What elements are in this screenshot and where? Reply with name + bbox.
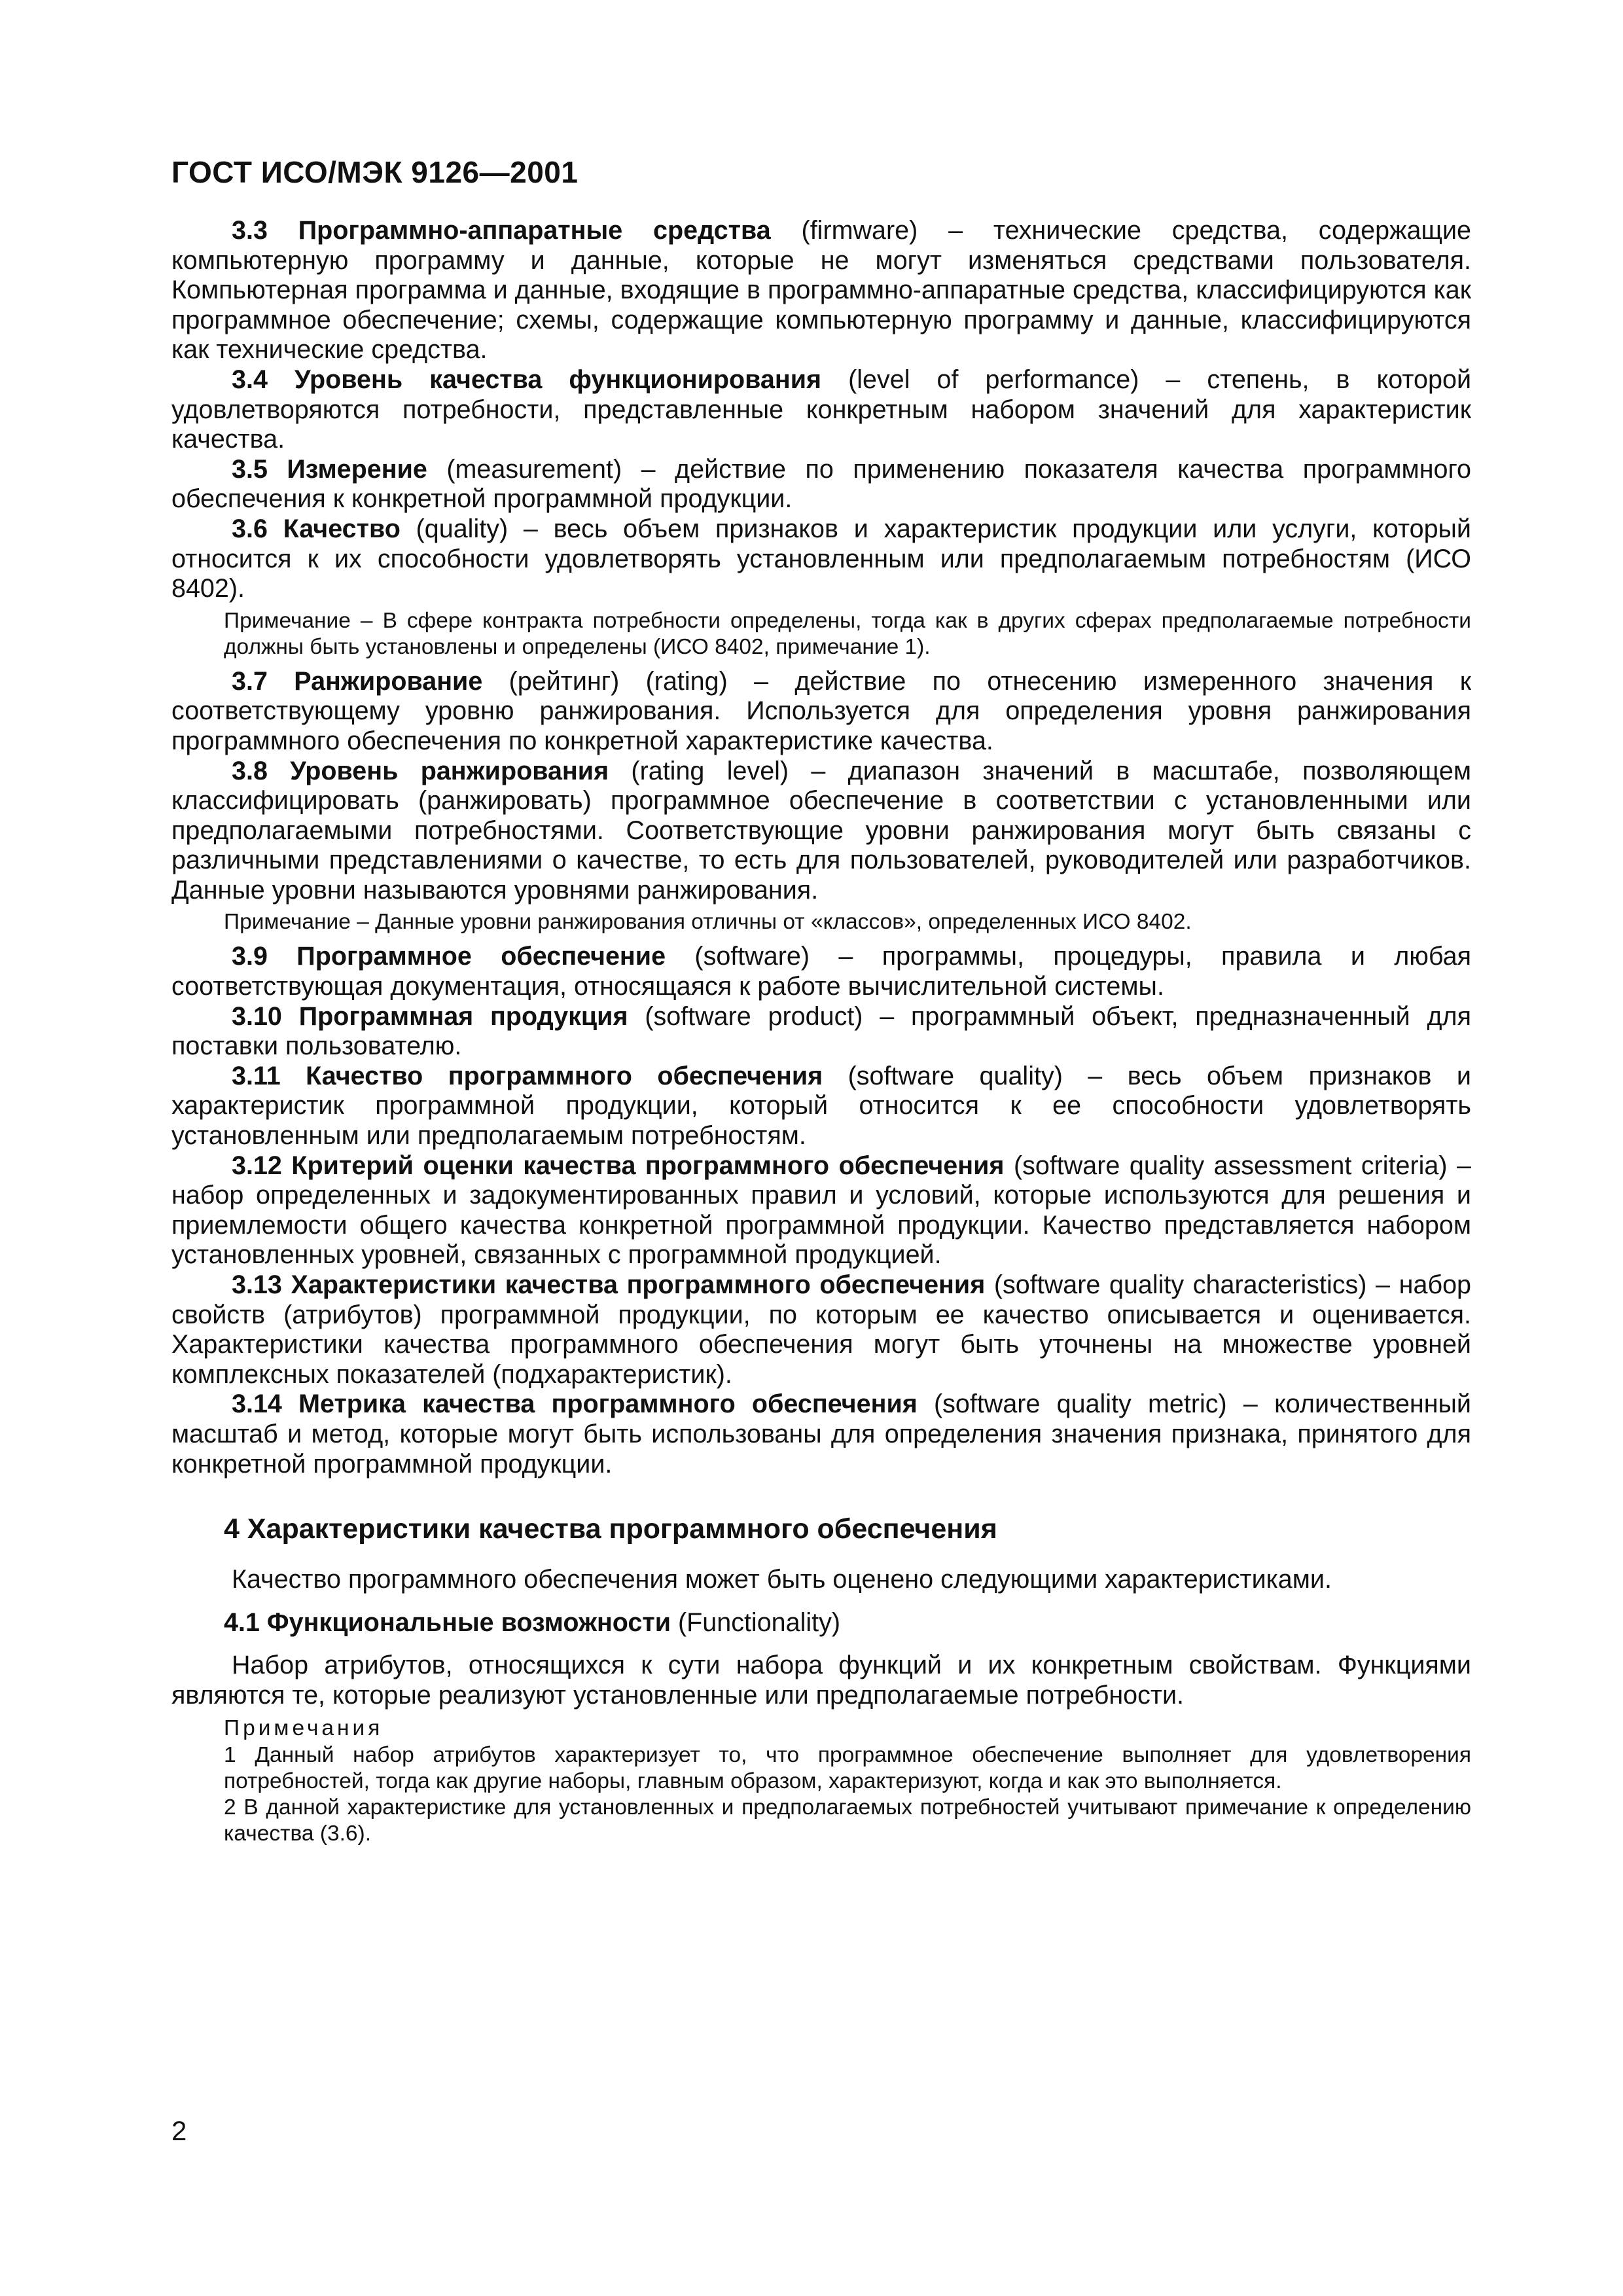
term-3-10: 3.10 Программная продукция (software product) – программный объект, предназначенный для поставки пользователю.	[171, 1001, 1471, 1061]
term-3-14: 3.14 Метрика качества программного обеспечения (software quality metric) – количественный масштаб и метод, которые могут быть использованы для определения значения признака, принятого для конкретной программной продукции.	[171, 1390, 1471, 1479]
subsection-4-1-body: Набор атрибутов, относящихся к сути набора функций и их конкретным свойствам. Функциями являются те, которые реализуют установленные или предполагаемые потребности.	[171, 1651, 1471, 1710]
note-3-6: Примечание – В сфере контракта потребности определены, тогда как в других сферах предполагаемые потребности должны быть установлены и определены (ИСО 8402, примечание 1).	[224, 608, 1471, 659]
section-4-title: 4 Характеристики качества программного обеспечения	[224, 1513, 997, 1545]
term-3-5: 3.5 Измерение (measurement) – действие по применению показателя качества программного обеспечения к конкретной программной продукции.	[171, 454, 1471, 514]
section-4-intro: Качество программного обеспечения может быть оценено следующими характеристиками.	[232, 1565, 1332, 1594]
document-header: ГОСТ ИСО/МЭК 9126—2001	[171, 155, 579, 189]
term-3-3: 3.3 Программно-аппаратные средства (firmware) – технические средства, содержащие компьютерную программу и данные, которые не могут изменяться средствами пользователя. Компьютерная программа и данные, входящие в программно-аппаратные средства, классифицируются как программное обеспечение; схемы, содержащие компьютерную программу и данные, классифицируются как технические средства.	[171, 216, 1471, 365]
document-body	[171, 216, 1471, 1847]
term-3-12: 3.12 Критерий оценки качества программного обеспечения (software quality assessment criteria) – набор определенных и задокументированных правил и условий, которые используются для решения и приемлемости общего качества конкретной программной продукции. Качество представляется набором установленных уровней, связанных с программной продукцией.	[171, 1151, 1471, 1270]
term-3-4: 3.4 Уровень качества функционирования (level of performance) – степень, в которой удовлетворяются потребности, представленные конкретным набором значений для характеристик качества.	[171, 365, 1472, 454]
term-3-8: 3.8 Уровень ранжирования (rating level) – диапазон значений в масштабе, позволяющем классифицировать (ранжировать) программное обеспечение в соответствии с установленными или предполагаемыми потребностями. Соответствующие уровни ранжирования могут быть связаны с различными представлениями о качестве, то есть для пользователей, руководителей или разработчиков. Данные уровни называются уровнями ранжирования.	[171, 756, 1471, 905]
note-3-8: Примечание – Данные уровни ранжирования отличны от «классов», определенных ИСО 8402.	[224, 910, 1192, 935]
note-item-1: 1 Данный набор атрибутов характеризует то, что программное обеспечение выполняет для удовлетворения потребностей, тогда как другие наборы, главным образом, характеризуют, когда и как это выполняется.	[224, 1742, 1471, 1793]
page-number: 2	[171, 2115, 187, 2146]
note-item-2: 2 В данной характеристике для установленных и предполагаемых потребностей учитывают примечание к определению качества (3.6).	[224, 1795, 1471, 1846]
notes-title: Примечания	[224, 1715, 383, 1740]
term-3-11: 3.11 Качество программного обеспечения (software quality) – весь объем признаков и характеристик программной продукции, который относится к ее способности удовлетворять установленным или предполагаемым потребностям.	[171, 1061, 1471, 1151]
term-3-9: 3.9 Программное обеспечение (software) – программы, процедуры, правила и любая соответствующая документация, относящаяся к работе вычислительной системы.	[171, 942, 1471, 1001]
term-3-7: 3.7 Ранжирование (рейтинг) (rating) – действие по отнесению измеренного значения к соответствующему уровню ранжирования. Используется для определения уровня ранжирования программного обеспечения по конкретной характеристике качества.	[171, 666, 1471, 755]
subsection-4-1-title: 4.1 Функциональные возможности (Functionality)	[224, 1607, 841, 1637]
term-3-13: 3.13 Характеристики качества программного обеспечения (software quality characteristics) – набор свойств (атрибутов) программной продукции, по которым ее качество описывается и оценивается. Характеристики качества программного обеспечения могут быть уточнены на множестве уровней комплексных показателей (подхарактеристик).	[171, 1270, 1471, 1389]
term-3-6: 3.6 Качество (quality) – весь объем признаков и характеристик продукции или услуги, который относится к их способности удовлетворять установленным или предполагаемым потребностям (ИСО 8402).	[171, 514, 1471, 603]
